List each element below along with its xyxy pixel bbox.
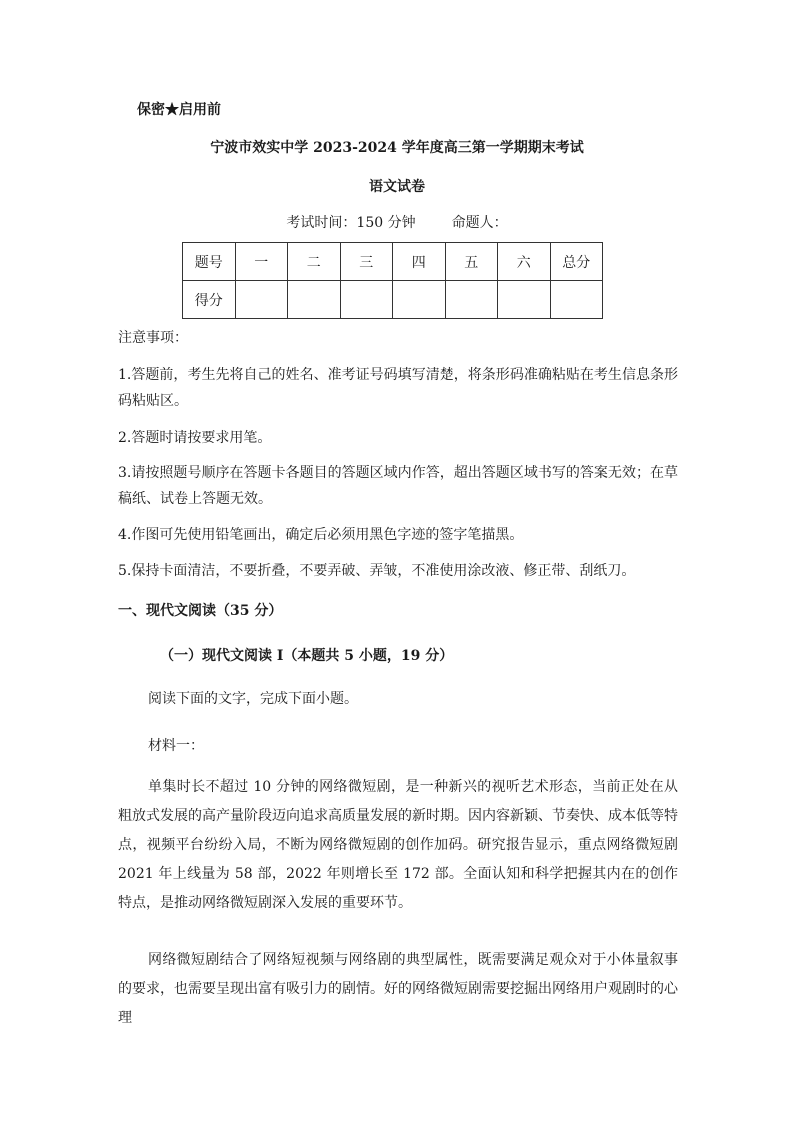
score-table bbox=[182, 242, 603, 319]
score-cell: 六 bbox=[498, 243, 551, 281]
notice-heading: 注意事项： bbox=[118, 330, 188, 346]
score-label-cell: 得分 bbox=[183, 281, 236, 319]
score-cell: 题号 bbox=[183, 243, 236, 281]
score-input-cell[interactable] bbox=[550, 281, 603, 319]
score-input-cell[interactable] bbox=[235, 281, 288, 319]
exam-author: 命题人： bbox=[451, 215, 508, 231]
score-cell: 四 bbox=[393, 243, 446, 281]
score-input-cell[interactable] bbox=[498, 281, 551, 319]
section-heading: 一、现代文阅读（35 分） bbox=[118, 603, 283, 619]
score-cell: 一 bbox=[235, 243, 288, 281]
score-input-cell[interactable] bbox=[288, 281, 341, 319]
material-label: 材料一： bbox=[148, 738, 204, 754]
notice-item: 2.答题时请按要求用笔。 bbox=[118, 430, 272, 446]
score-cell: 三 bbox=[340, 243, 393, 281]
score-input-cell[interactable] bbox=[445, 281, 498, 319]
score-input-cell[interactable] bbox=[393, 281, 446, 319]
secret-mark: 保密★启用前 bbox=[137, 102, 221, 118]
exam-time: 考试时间：150 分钟 bbox=[286, 215, 416, 231]
material-paragraph: 单集时长不超过 10 分钟的网络微短剧，是一种新兴的视听艺术形态，当前正处在从粗放式发展的高产量阶段迈向追求高质量发展的新时期。因内容新颖、节奏快、成本低等特点，视频平台纷纷入局，不断为网络微短剧的创作加码。研究报告显示，重点网络微短剧 2021 年上线量为 58 部，2022 年则增长至 172 部。全面认知和科学把握其内在的创作特点，是推动网络微短剧深入发展的重要环节。 bbox=[118, 779, 678, 911]
score-input-cell[interactable] bbox=[340, 281, 393, 319]
exam-meta bbox=[0, 212, 794, 232]
subsection-heading: （一）现代文阅读 I（本题共 5 小题，19 分） bbox=[160, 648, 454, 664]
score-cell: 二 bbox=[288, 243, 341, 281]
exam-title: 宁波市效实中学 2023-2024 学年度高三第一学期期末考试 bbox=[210, 140, 584, 156]
score-cell: 五 bbox=[445, 243, 498, 281]
score-table-score-row bbox=[183, 281, 603, 319]
score-table-header-row bbox=[183, 243, 603, 281]
material-paragraph: 网络微短剧结合了网络短视频与网络剧的典型属性，既需要满足观众对于小体量叙事的要求，也需要呈现出富有吸引力的剧情。好的网络微短剧需要挖掘出网络用户观剧时的心理 bbox=[118, 952, 678, 1026]
exam-subtitle: 语文试卷 bbox=[369, 179, 425, 195]
notice-item: 4.作图可先使用铅笔画出，确定后必须用黑色字迹的签字笔描黑。 bbox=[118, 527, 524, 543]
notice-item: 3.请按照题号顺序在答题卡各题目的答题区域内作答，超出答题区域书写的答案无效；在草稿纸、试卷上答题无效。 bbox=[118, 465, 678, 507]
score-cell: 总分 bbox=[550, 243, 603, 281]
reading-instruction: 阅读下面的文字，完成下面小题。 bbox=[148, 691, 358, 707]
notice-item: 5.保持卡面清洁，不要折叠，不要弄破、弄皱，不准使用涂改液、修正带、刮纸刀。 bbox=[118, 563, 636, 579]
notice-item: 1.答题前，考生先将自己的姓名、准考证号码填写清楚，将条形码准确粘贴在考生信息条形码粘贴区。 bbox=[118, 367, 678, 409]
